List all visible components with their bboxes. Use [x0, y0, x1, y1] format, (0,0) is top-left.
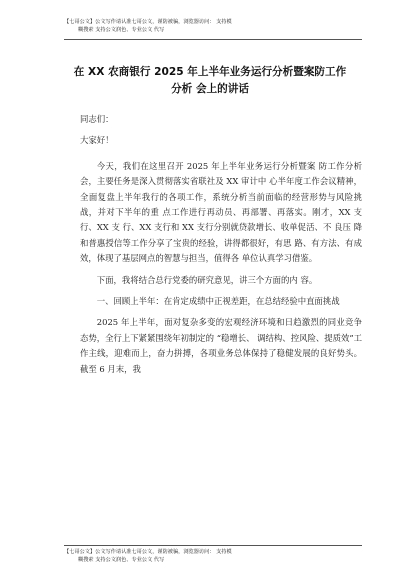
footer-divider — [64, 545, 362, 546]
page-header — [64, 18, 364, 34]
page-footer — [64, 548, 364, 564]
section-heading-1: 一、回顾上半年：在肯定成绩中正视差距，在总结经验中直面挑战 — [96, 296, 340, 307]
document-title — [60, 64, 360, 98]
header-divider — [64, 39, 362, 40]
title-line-2: 分析 会上的讲话 — [171, 83, 249, 95]
paragraph-opening: 今天，我们在这里召开 2025 年上半年业务运行分析暨案 防工作分析会，主要任务是深入贯彻落实省联社及 XX 审计中 心半年度工作会议精神，全面复盘上半年我行的各项工作，系统分析当前面临的经营形势与风险挑战，并对下半年的重 点工作进行再动员、再部署、再落实。刚才，XX 支行、XX 支 行、XX 支行和 XX 支行分别就贷款增长、收单促活、不 良压 降和普惠授信等工作分享了宝贵的经验，讲得都很好，有思 路、有方法、有成效，体现了基层网点的智慧与担当，值得各 单位认真学习借鉴。 — [80, 160, 362, 264]
header-line-2: 糊搜索 支持公文润色、专业公文 代写 — [78, 27, 165, 33]
document-body — [80, 112, 362, 383]
greeting-colleagues: 同志们： — [80, 114, 114, 124]
footer-line-2: 糊搜索 支持公文润色、专业公文 代写 — [78, 557, 165, 563]
paragraph-review: 2025 年上半年，面对复杂多变的宏观经济环境和日趋激烈的同业竞争态势，全行上下紧紧围绕年初制定的 “稳增长、 调结构、控风险、提质效”工作主线，迎难而上，奋力拼搏，各项业务总体保持了稳健发展的良好势头。截至 6 月末，我 — [80, 317, 362, 374]
greeting-hello: 大家好！ — [80, 135, 114, 146]
paragraph-outline: 下面，我将结合总行党委的研究意见，讲三个方面的内 容。 — [96, 274, 318, 285]
header-line-1: 【七哥公文】公文写作请认准七哥公文，谨防被骗，浏览器访问： 支持模 — [64, 19, 232, 25]
footer-line-1: 【七哥公文】公文写作请认准七哥公文，谨防被骗，浏览器访问： 支持模 — [64, 549, 232, 555]
title-line-1: 在 XX 农商银行 2025 年上半年业务运行分析暨案防工作 — [73, 66, 347, 78]
